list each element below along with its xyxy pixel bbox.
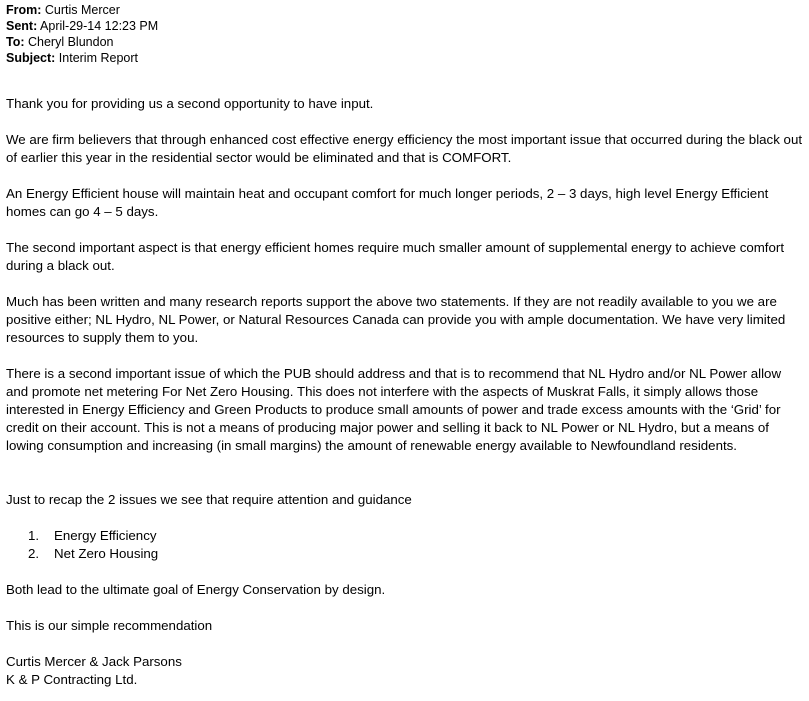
body-paragraph-3: An Energy Efficient house will maintain heat and occupant comfort for much longer periods, 2 – 3 days, high level Energy Efficient homes can go 4 – 5 days. <box>6 186 769 219</box>
body-paragraph-8: Both lead to the ultimate goal of Energy Conservation by design. <box>6 582 386 597</box>
email-message <box>6 2 804 689</box>
sent-line <box>6 18 804 34</box>
body-paragraph-6: There is a second important issue of which the PUB should address and that is to recommend that NL Hydro and/or NL Power allow and promote net metering For Net Zero Housing. This does not interfere with the aspects of Muskrat Falls, it simply allows those interested in Energy Efficiency and Green Products to produce small amounts of power and trade excess amounts with the ‘Grid’ for credit on their account. This is not a means of producing major power and selling it back to NL Power or NL Hydro, but a means of lowing consumption and increasing (in small margins) the amount of renewable energy available to Newfoundland residents. <box>6 366 782 453</box>
list-item-number: 2. <box>28 546 40 561</box>
to-value: Cheryl Blundon <box>28 35 114 49</box>
to-label: To: <box>6 35 25 49</box>
subject-label: Subject: <box>6 51 56 65</box>
subject-line <box>6 50 804 66</box>
list-item-text: Energy Efficiency <box>54 528 157 543</box>
signature <box>6 653 804 689</box>
to-line <box>6 34 804 50</box>
list-item <box>6 545 804 563</box>
body-paragraph-4: The second important aspect is that energy efficient homes require much smaller amount of supplemental energy to achieve comfort during a black out. <box>6 240 785 273</box>
body-paragraph-2: We are firm believers that through enhanced cost effective energy efficiency the most important issue that occurred during the black out of earlier this year in the residential sector would be eliminated and that is COMFORT. <box>6 132 803 165</box>
sent-label: Sent: <box>6 19 38 33</box>
sent-value: April-29-14 12:23 PM <box>40 19 159 33</box>
signature-names: Curtis Mercer & Jack Parsons <box>6 654 182 669</box>
email-headers <box>6 2 804 66</box>
body-paragraph-5: Much has been written and many research reports support the above two statements. If they are not readily available to you we are positive either; NL Hydro, NL Power, or Natural Resources Canada can provide you with ample documentation. We have very limited resources to supply them to you. <box>6 294 786 345</box>
issues-list <box>6 527 804 563</box>
subject-value: Interim Report <box>58 51 138 65</box>
signature-company: K & P Contracting Ltd. <box>6 672 138 687</box>
from-line <box>6 2 804 18</box>
body-paragraph-1: Thank you for providing us a second opportunity to have input. <box>6 96 374 111</box>
list-item-text: Net Zero Housing <box>54 546 159 561</box>
body-paragraph-9: This is our simple recommendation <box>6 618 213 633</box>
from-label: From: <box>6 3 42 17</box>
list-item-number: 1. <box>28 528 40 543</box>
list-item <box>6 527 804 545</box>
body-paragraph-7: Just to recap the 2 issues we see that require attention and guidance <box>6 492 412 507</box>
email-body <box>6 95 804 689</box>
from-value: Curtis Mercer <box>44 3 120 17</box>
